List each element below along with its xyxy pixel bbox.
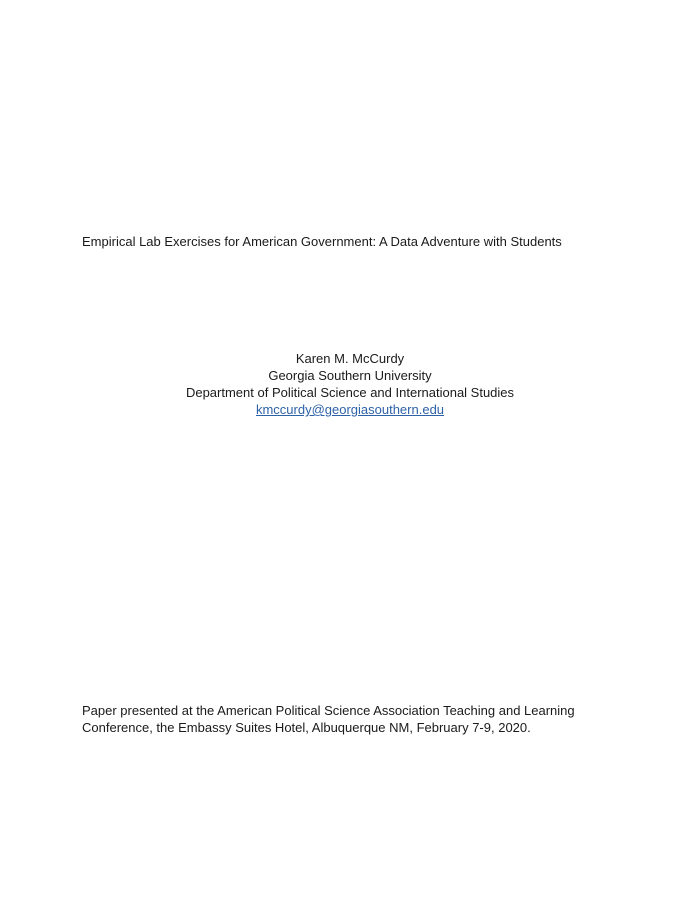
presentation-note-line-1: Paper presented at the American Political Science Association Teaching and Learning — [82, 703, 575, 718]
author-department: Department of Political Science and International Studies — [185, 385, 515, 400]
author-email-link[interactable]: kmccurdy@georgiasouthern.edu — [255, 402, 445, 417]
presentation-note — [82, 702, 622, 736]
presentation-note-line-2: Conference, the Embassy Suites Hotel, Albuquerque NM, February 7-9, 2020. — [82, 720, 531, 735]
paper-title: Empirical Lab Exercises for American Government: A Data Adventure with Students — [82, 234, 562, 249]
author-affiliation: Georgia Southern University — [268, 368, 432, 383]
author-block — [0, 350, 700, 418]
author-name: Karen M. McCurdy — [295, 351, 405, 366]
